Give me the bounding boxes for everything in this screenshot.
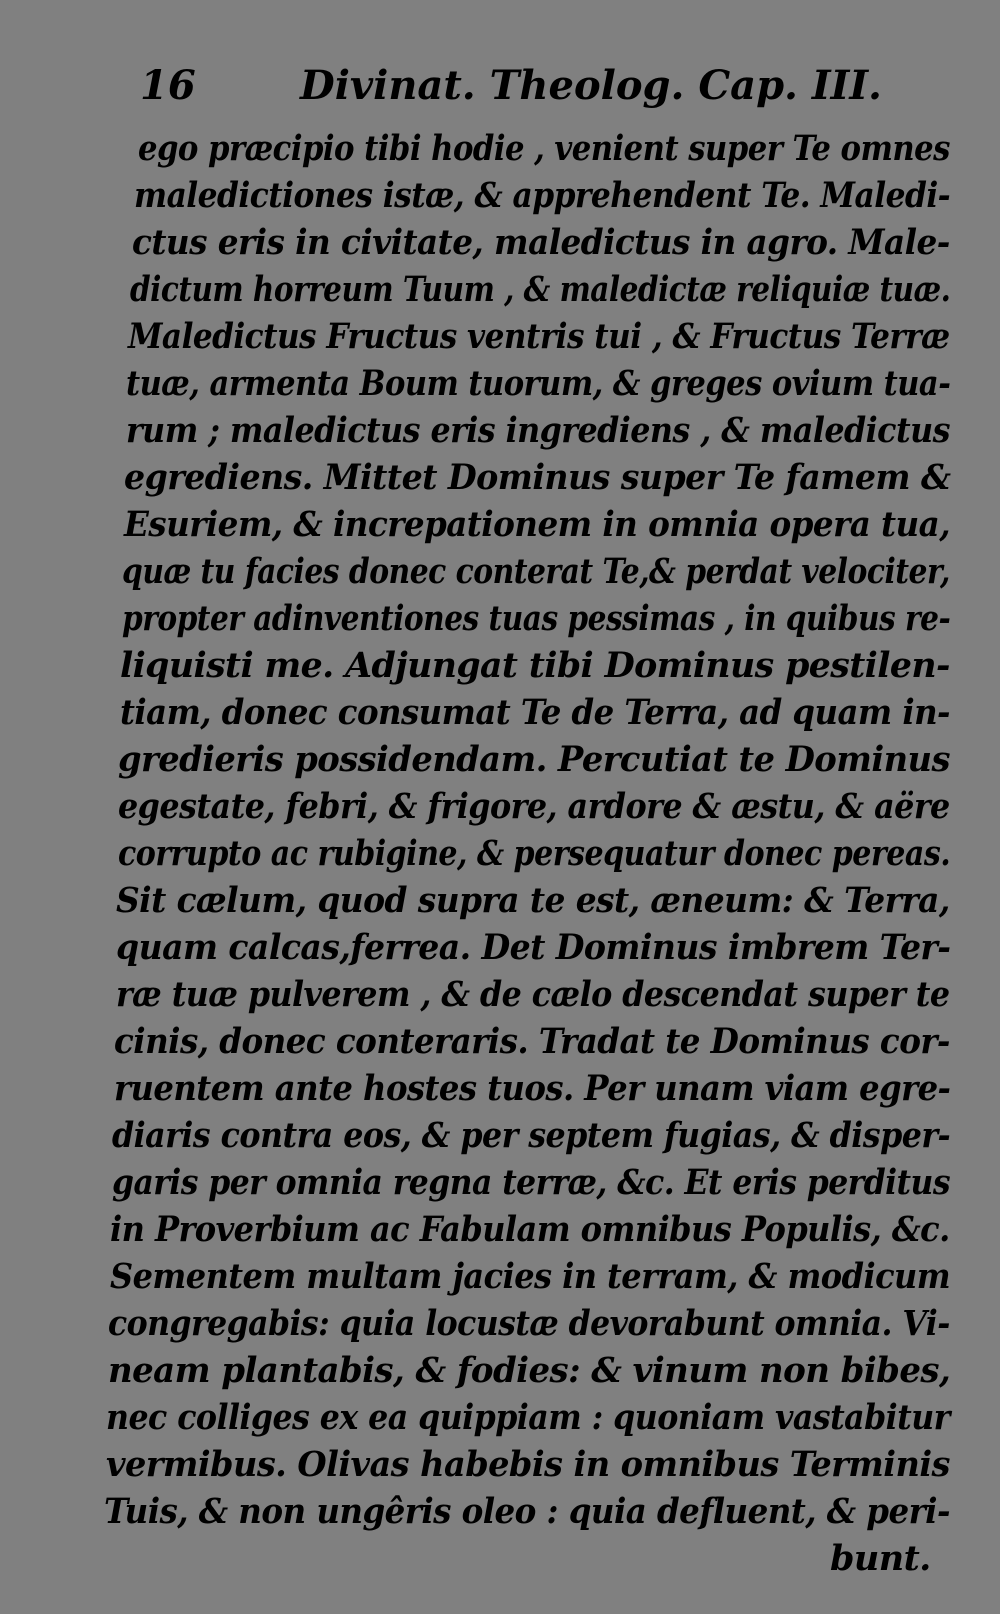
- text-line: nec colliges ex ea quippiam : quoniam vastabitur: [106, 1397, 950, 1438]
- text-line: Sit cælum, quod supra te est, æneum: & Terra,: [116, 880, 950, 921]
- text-line: cinis, donec conteraris. Tradat te Dominus cor-: [114, 1021, 950, 1062]
- text-line: propter adinventiones tuas pessimas , in quibus re-: [122, 598, 951, 639]
- text-line: quam calcas,ferrea. Det Dominus imbrem Ter-: [116, 927, 951, 968]
- text-line: Tuis, & non ungêris oleo : quia defluent, & peri-: [104, 1491, 950, 1532]
- text-line: ctus eris in civitate, maledictus in agro. Male-: [132, 222, 950, 263]
- text-line: rum ; maledictus eris ingrediens , & maledictus: [126, 410, 950, 451]
- text-line: ego præcipio tibi hodie , venient super Te omnes: [138, 128, 950, 169]
- text-line: egrediens. Mittet Dominus super Te famem &: [124, 457, 951, 498]
- text-line: maledictiones istæ, & apprehendent Te. Maledi-: [134, 175, 951, 216]
- text-line: Sementem multam jacies in terram, & modicum: [110, 1256, 951, 1297]
- text-line: quæ tu facies donec conterat Te,& perdat velociter,: [122, 551, 950, 592]
- text-line: ruentem ante hostes tuos. Per unam viam egre-: [114, 1068, 951, 1109]
- text-line: garis per omnia regna terræ, &c. Et eris perditus: [112, 1162, 951, 1203]
- text-line: Maledictus Fructus ventris tui , & Fructus Terræ: [128, 316, 950, 357]
- text-line: dictum horreum Tuum , & maledictæ reliquiæ tuæ.: [130, 269, 951, 310]
- text-line: liquisti me. Adjungat tibi Dominus pestilen-: [120, 645, 950, 686]
- text-line: corrupto ac rubigine, & persequatur donec pereas.: [118, 833, 951, 874]
- text-line: congregabis: quia locustæ devorabunt omnia. Vi-: [108, 1303, 950, 1344]
- text-line: tuæ, armenta Boum tuorum, & greges ovium tua-: [126, 363, 951, 404]
- text-line: egestate, febri, & frigore, ardore & æstu, & aëre: [118, 786, 950, 827]
- text-line: in Proverbium ac Fabulam omnibus Populis, &c.: [110, 1209, 950, 1250]
- running-head: [140, 58, 882, 114]
- text-line: gredieris possidendam. Percutiat te Dominus: [118, 739, 950, 780]
- text-line: diaris contra eos, & per septem fugias, & disper-: [112, 1115, 951, 1156]
- text-line: neam plantabis, & fodies: & vinum non bibes,: [108, 1350, 951, 1391]
- text-line: ræ tuæ pulverem , & de cælo descendat super te: [116, 974, 950, 1015]
- page-number: 16: [140, 62, 196, 109]
- text-line: vermibus. Olivas habebis in omnibus Terminis: [106, 1444, 950, 1485]
- running-title: Divinat. Theolog. Cap. III.: [300, 62, 882, 109]
- text-line: Esuriem, & increpationem in omnia opera tua,: [124, 504, 951, 545]
- text-line: tiam, donec consumat Te de Terra, ad quam in-: [120, 692, 950, 733]
- text-line: bunt.: [830, 1538, 931, 1579]
